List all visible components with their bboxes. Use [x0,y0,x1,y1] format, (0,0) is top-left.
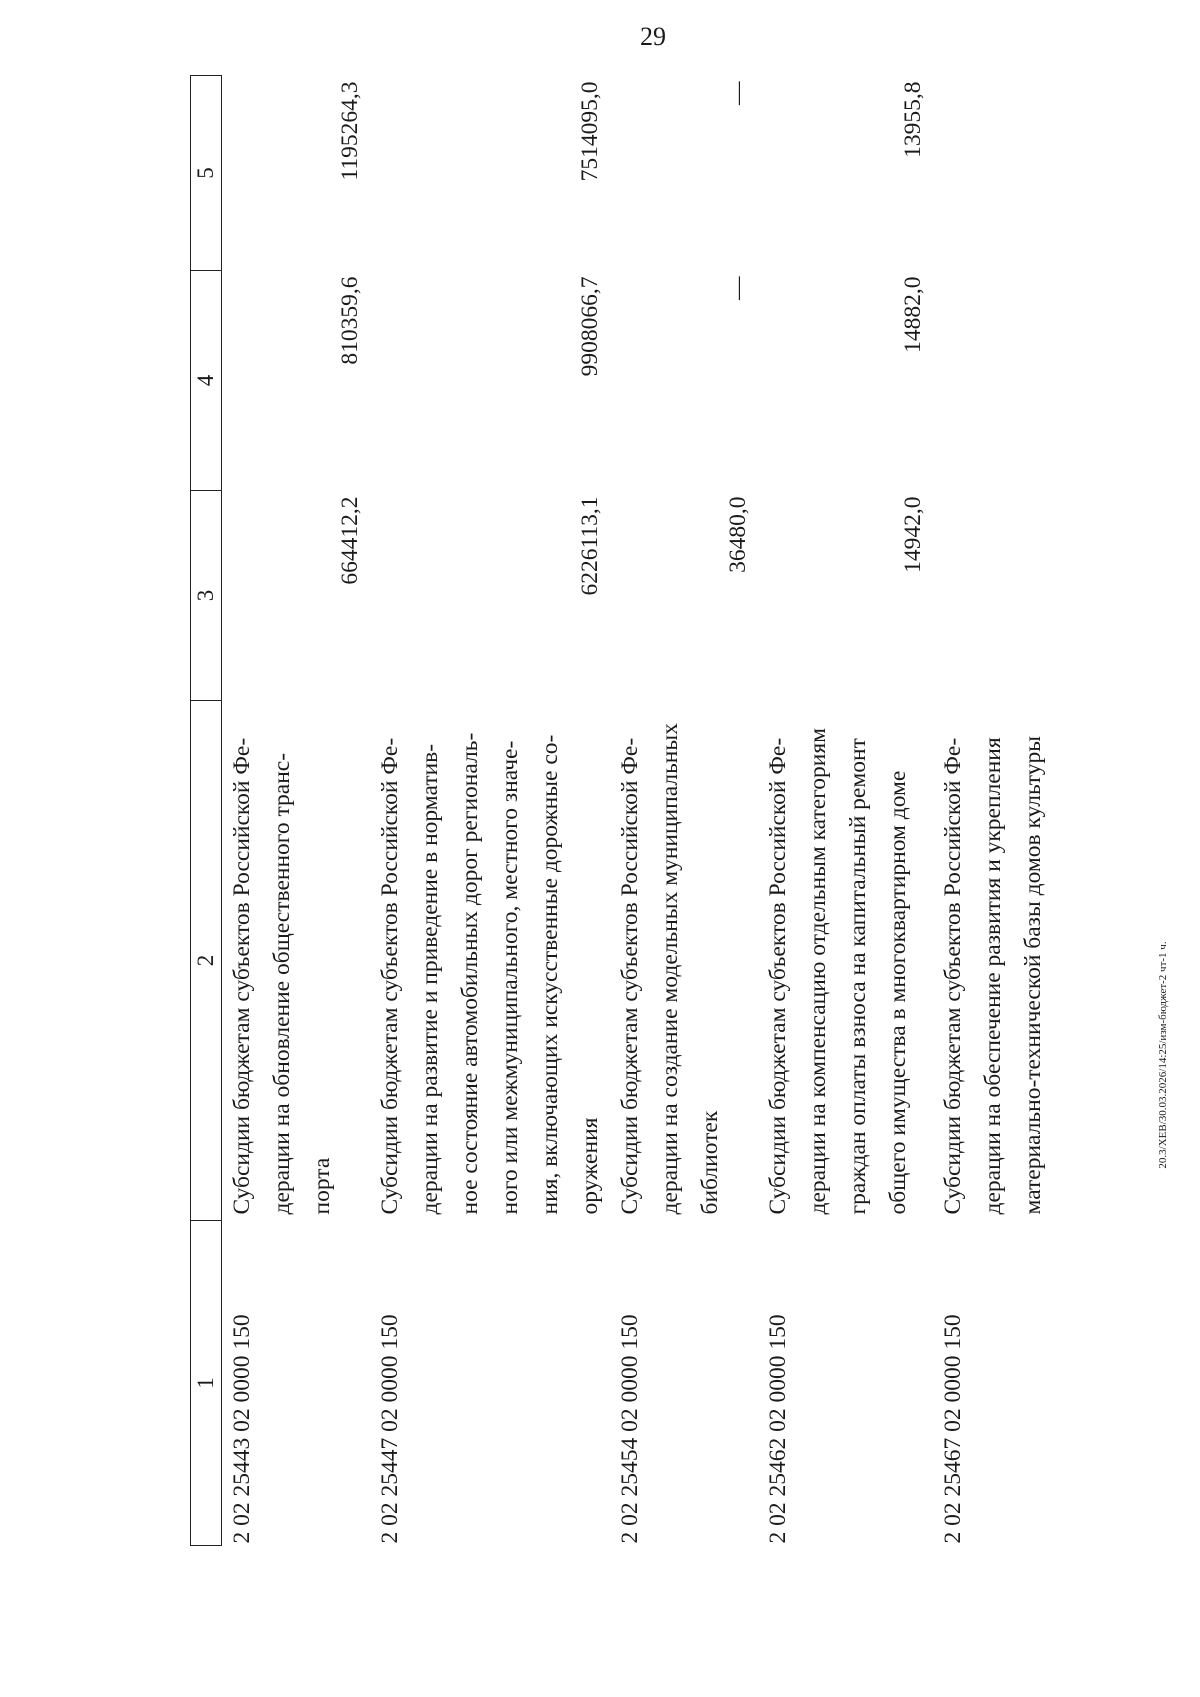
amount-col-5 [933,76,1073,271]
header-col-3: 3 [191,491,222,701]
table-row [222,76,371,1546]
amount-col-3: 6226113,1 [577,496,603,596]
rotated-table-container [190,76,1100,1546]
description-line: ного или межмуниципального, местного значе- [497,740,523,1215]
description-line: Субсидии бюджетам субъектов Российской Фе- [377,737,403,1215]
description-line: ное состояние автомобильных дорог региональ- [457,732,483,1215]
amount-col-5: 1195264,3 [337,81,363,181]
amount-col-3: 36480,0 [725,496,751,573]
amount-col-5: 7514095,0 [577,81,603,182]
table-row [758,76,933,1546]
description-line: Субсидии бюджетам субъектов Российской Фе- [229,737,255,1215]
amount-col-4: — [725,276,751,300]
amount-col-4: 810359,6 [337,276,363,365]
page-number: 29 [640,22,666,51]
header-col-2: 2 [191,701,222,1221]
amount-col-3 [933,491,1073,701]
header-col-5: 5 [191,76,222,271]
description-line: порта [309,1157,335,1215]
description [758,701,933,1221]
budget-table [190,75,1073,1546]
table-header-row [191,76,222,1546]
budget-code: 2 02 25462 02 0000 150 [765,1314,791,1544]
footer-code [1157,941,1169,1169]
header-col-1: 1 [191,1221,222,1546]
description-line: Субсидии бюджетам субъектов Российской Фе- [765,737,791,1215]
description-line: дерации на развитие и приведение в норматив- [417,743,443,1215]
description-line: ния, включающих искусственные дорожные со- [537,734,563,1215]
budget-code: 2 02 25467 02 0000 150 [940,1314,966,1544]
description [370,701,610,1221]
description-line: библиотек [697,1110,723,1215]
table-row [933,76,1073,1546]
description-line: дерации на создание модельных муниципальных [657,723,683,1215]
table-row [610,76,758,1546]
amount-col-4 [933,271,1073,491]
description-line: оружения [577,1117,603,1215]
description-line: дерации на обеспечение развития и укрепления [980,737,1006,1215]
amount-col-4: 9908066,7 [577,276,603,377]
footer-code-text: 20.3/ХЕВ/30.03.2026/14:25/изм-бюджет-2 чт-1 ч. [1157,941,1169,1169]
description [610,701,758,1221]
table-row [370,76,610,1546]
budget-code: 2 02 25443 02 0000 150 [229,1314,255,1544]
budget-code: 2 02 25454 02 0000 150 [617,1314,643,1544]
description [222,701,371,1221]
description-line: общего имущества в многоквартирном доме [885,770,911,1215]
description [933,701,1073,1221]
amount-col-3: 664412,2 [337,496,363,585]
amount-col-4: 14882,0 [900,276,926,353]
amount-col-5: — [725,81,751,105]
description-line: материально-технической базы домов культуры [1020,735,1046,1215]
header-col-4: 4 [191,271,222,491]
description-line: дерации на обновление общественного транс- [269,752,295,1215]
description-line: дерации на компенсацию отдельным категориям [805,727,831,1215]
description-line: Субсидии бюджетам субъектов Российской Фе- [617,737,643,1215]
budget-code: 2 02 25447 02 0000 150 [377,1314,403,1544]
description-line: Субсидии бюджетам субъектов Российской Фе- [940,737,966,1215]
description-line: граждан оплаты взноса на капитальный ремонт [845,738,871,1215]
amount-col-3: 14942,0 [900,496,926,573]
amount-col-5: 13955,8 [900,81,926,158]
